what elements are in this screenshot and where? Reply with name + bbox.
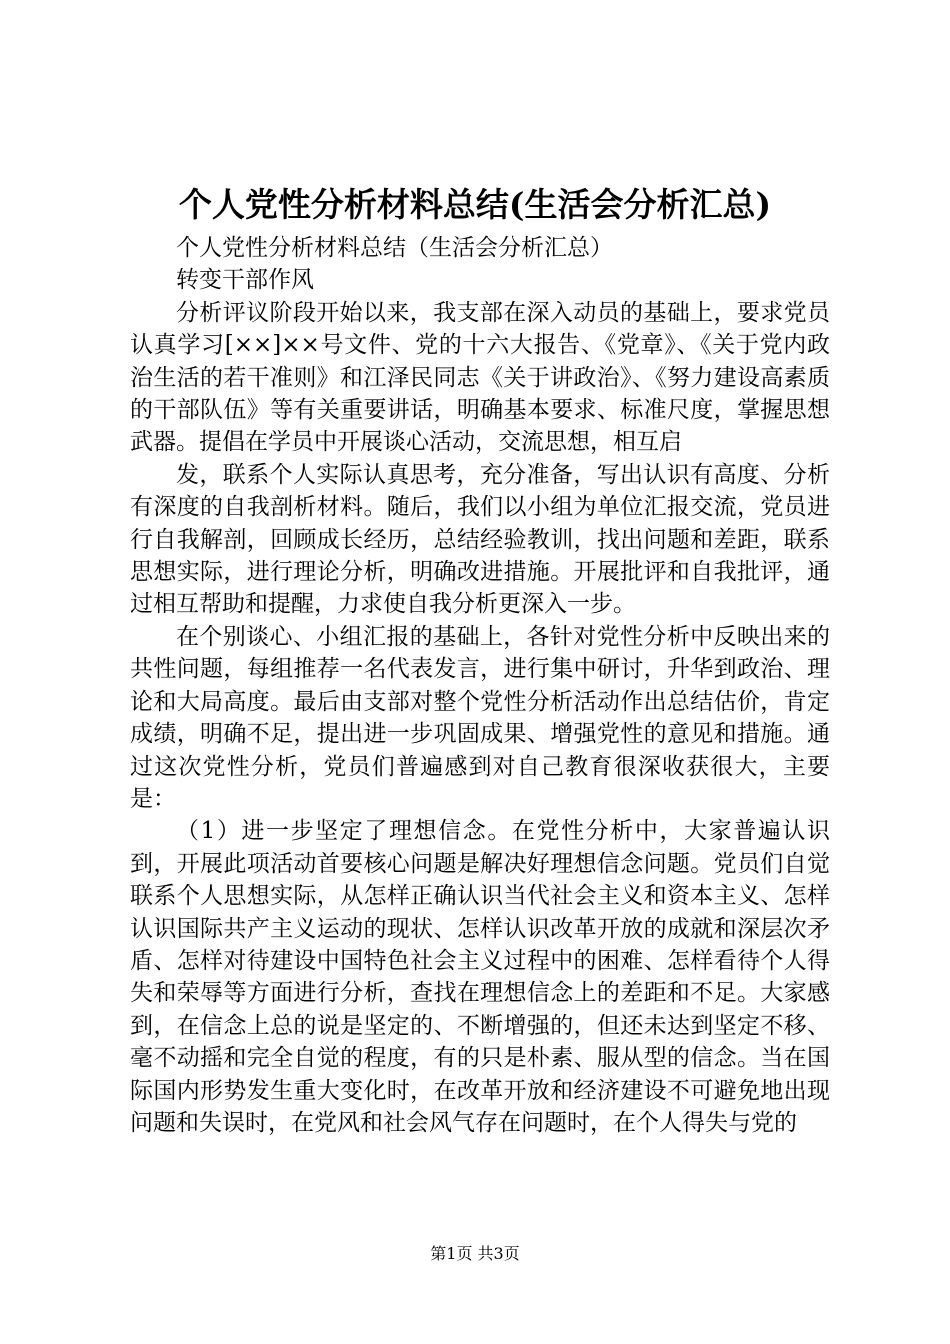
paragraph-subtitle: 个人党性分析材料总结（生活会分析汇总） xyxy=(176,235,613,261)
paragraph-heading: 转变干部作风 xyxy=(176,267,314,294)
document-body xyxy=(130,232,830,1139)
paragraph: （1）进一步坚定了理想信念。在党性分析中，大家普遍认识到，开展此项活动首要核心问题是解决好理想信念问题。党员们自觉联系个人思想实际，从怎样正确认识当代社会主义和资本主义、怎样认识国际共产主义运动的现状、怎样认识改革开放的成就和深层次矛盾、怎样对待建设中国特色社会主义过程中的困难、怎样看待个人得失和荣辱等方面进行分析，查找在理想信念上的差距和不足。大家感到，在信念上总的说是坚定的、不断增强的，但还未达到坚定不移、毫不动摇和完全自觉的程度，有的只是朴素、服从型的信念。当在国际国内形势发生重大变化时，在改革开放和经济建设不可避免地出现问题和失误时，在党风和社会风气存在问题时，在个人得失与党的 xyxy=(130,818,830,1136)
paragraph: 发，联系个人实际认真思考，充分准备，写出认识有高度、分析有深度的自我剖析材料。随后，我们以小组为单位汇报交流，党员进行自我解剖，回顾成长经历，总结经验教训，找出问题和差距，联系思想实际，进行理论分析，明确改进措施。开展批评和自我批评，通过相互帮助和提醒，力求使自我分析更深入一步。 xyxy=(130,461,830,618)
page-number-footer: 第1页 共3页 xyxy=(430,1244,520,1263)
paragraph: 分析评议阶段开始以来，我支部在深入动员的基础上，要求党员认真学习[××]××号文件、党的十六大报告、《党章》、《关于党内政治生活的若干准则》和江泽民同志《关于讲政治》、《努力建设高素质的干部队伍》等有关重要讲话，明确基本要求、标准尺度，掌握思想武器。提倡在学员中开展谈心活动，交流思想，相互启 xyxy=(130,299,830,456)
document-title: 个人党性分析材料总结(生活会分析汇总) xyxy=(178,185,772,224)
paragraph: 在个别谈心、小组汇报的基础上，各针对党性分析中反映出来的共性问题，每组推荐一名代表发言，进行集中研讨，升华到政治、理论和大局高度。最后由支部对整个党性分析活动作出总结估价，肯定成绩，明确不足，提出进一步巩固成果、增强党性的意见和措施。通过这次党性分析，党员们普遍感到对自己教育很深收获很大，主要是： xyxy=(130,623,830,812)
